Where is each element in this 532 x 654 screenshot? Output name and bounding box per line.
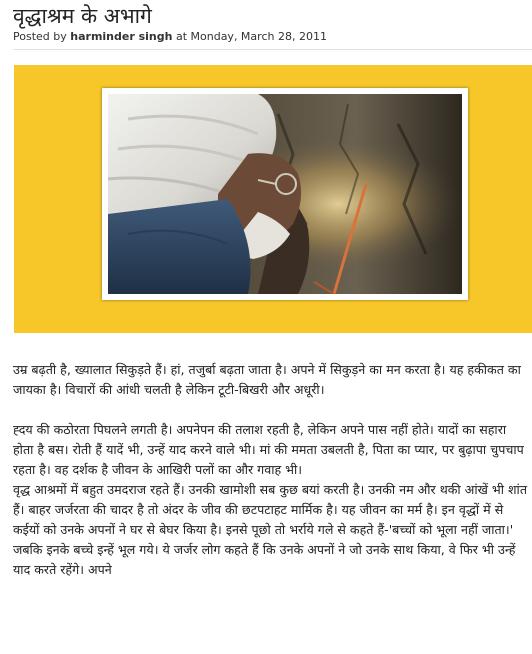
byline-date[interactable]: Monday, March 28, 2011 [190,30,327,43]
byline-author[interactable]: harminder singh [70,30,173,43]
article-body [13,360,529,580]
article-paragraph: वृद्ध आश्रमों में बहुत उमदराज रहते हैं। उनकी खामोशी सब कुछ बयां करती है। उनकी नम और थकी आंखें भी शांत हैं। बाहर जर्जरता की चादर है तो अंदर के जीव की छटपटाहट मार्मिक है। यह जीवन का मर्म है। इन वृद्धों में से कईयों को उनके अपनों ने घर से बेघर किया है। इनसे पूछो तो भर्राये गले से कहते हैं-'बच्चों को भूला नहीं जाता।' जबकि इनके बच्चे इन्हें भूल गये। ये जर्जर लोग कहते हैं कि उनके अपनों ने जो उनके साथ किया, वे फिर भी उन्हें याद करते रहेंगे। अपने [13,482,527,577]
article-paragraph: उम्र बढ़ती है, ख्यालात सिकुड़ते हैं। हां, तजुर्बा बढ़ता जाता है। अपने में सिकुड़ने का मन करता है। यह हकीकत का जायका है। विचारों की आंधी चलती है लेकिन टूटी-बिखरी और अधूरी। [13,362,521,397]
post-title[interactable]: वृद्धाश्रम के अभागे [13,4,152,28]
photo-frame [102,88,468,300]
article-paragraph: ह्दय की कठोरता पिघलने लगती है। अपनेपन की तलाश रहती है, लेकिन अपने पास नहीं होते। यादों का सहारा होता है बस। रोती हैं यादें भी, उन्हें याद करने वाले भी। मां की ममता उबलती है, पिता का प्यार, पर बुढ़ापा चुपचाप रहता है। वह दर्शक है जीवन के आखिरी पलों का और गवाह भी। [13,422,524,477]
byline-prefix: Posted by [13,30,67,43]
title-divider [13,49,532,50]
post-banner [14,65,532,333]
byline-middle: at [175,30,188,43]
paragraph-gap [13,400,529,420]
post-byline [13,30,327,43]
elderly-man-photo [108,94,462,294]
